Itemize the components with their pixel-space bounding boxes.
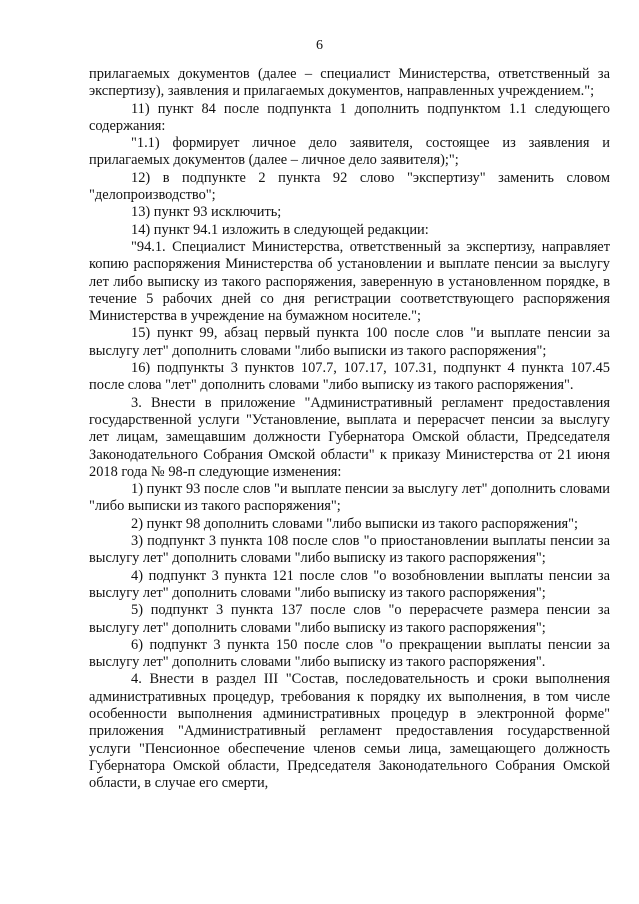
paragraph-change-3: 3) подпункт 3 пункта 108 после слов "о приостановлении выплаты пенсии за выслугу лет" дополнить словами "либо выписку из такого распоряжения"; bbox=[89, 533, 610, 567]
paragraph-change-5: 5) подпункт 3 пункта 137 после слов "о перерасчете размера пенсии за выслугу лет" дополнить словами "либо выписку из такого распоряжения"; bbox=[89, 602, 610, 636]
paragraph-continuation: прилагаемых документов (далее – специалист Министерства, ответственный за экспертизу), заявления и прилагаемых документов, направленных учреждением."; bbox=[89, 66, 610, 100]
page-number: 6 bbox=[316, 38, 323, 53]
paragraph-change-2: 2) пункт 98 дополнить словами "либо выписки из такого распоряжения"; bbox=[131, 515, 579, 532]
paragraph-quote-94-1: "94.1. Специалист Министерства, ответственный за экспертизу, направляет копию распоряжения Министерства об установлении и выплате пенсии за выслугу лет либо выписку из такого распоряжения, заверенную в установленном порядке, в течение 5 рабочих дней со дня регистрации соответствующего распоряжения Министерства в учреждение на бумажном носителе."; bbox=[89, 238, 610, 325]
paragraph-change-1: 1) пункт 93 после слов "и выплате пенсии за выслугу лет" дополнить словами "либо выписки из такого распоряжения"; bbox=[89, 481, 610, 515]
paragraph-item-15: 15) пункт 99, абзац первый пункта 100 после слов "и выплате пенсии за выслугу лет" дополнить словами "либо выписки из такого распоряжения"; bbox=[89, 325, 610, 359]
paragraph-section-4: 4. Внести в раздел III "Состав, последовательность и сроки выполнения административных процедур, требования к порядку их выполнения, в том числе особенности выполнения административных процедур в электронной форме" приложения "Административный регламент предоставления государственной услуги "Пенсионное обеспечение членов семьи лица, замещающего должность Губернатора Омской области, Председателя Законодательного Собрания Омской области, в случае его смерти, bbox=[89, 671, 610, 792]
paragraph-item-16: 16) подпункты 3 пунктов 107.7, 107.17, 107.31, подпункт 4 пункта 107.45 после слова "лет" дополнить словами "либо выписку из такого распоряжения". bbox=[89, 360, 610, 394]
paragraph-item-14: 14) пункт 94.1 изложить в следующей редакции: bbox=[131, 221, 429, 238]
paragraph-change-4: 4) подпункт 3 пункта 121 после слов "о возобновлении выплаты пенсии за выслугу лет" дополнить словами "либо выписку из такого распоряжения"; bbox=[89, 567, 610, 601]
paragraph-item-13: 13) пункт 93 исключить; bbox=[131, 204, 282, 221]
paragraph-quote-1-1: "1.1) формирует личное дело заявителя, состоящее из заявления и прилагаемых документов (далее – личное дело заявителя);"; bbox=[89, 135, 610, 169]
paragraph-item-12: 12) в подпункте 2 пункта 92 слово "экспертизу" заменить словом "делопроизводство"; bbox=[89, 169, 610, 204]
document-body bbox=[89, 66, 610, 792]
paragraph-item-11: 11) пункт 84 после подпункта 1 дополнить подпунктом 1.1 следующего содержания: bbox=[89, 100, 610, 134]
paragraph-change-6: 6) подпункт 3 пункта 150 после слов "о прекращении выплаты пенсии за выслугу лет" дополнить словами "либо выписку из такого распоряжения". bbox=[89, 636, 610, 671]
paragraph-section-3: 3. Внести в приложение "Административный регламент предоставления государственной услуги "Установление, выплата и перерасчет пенсии за выслугу лет лицам, замещавшим должности Губернатора Омской области, Председателя Законодательного Собрания Омской области" к приказу Министерства от 21 июня 2018 года № 98-п следующие изменения: bbox=[89, 394, 610, 480]
